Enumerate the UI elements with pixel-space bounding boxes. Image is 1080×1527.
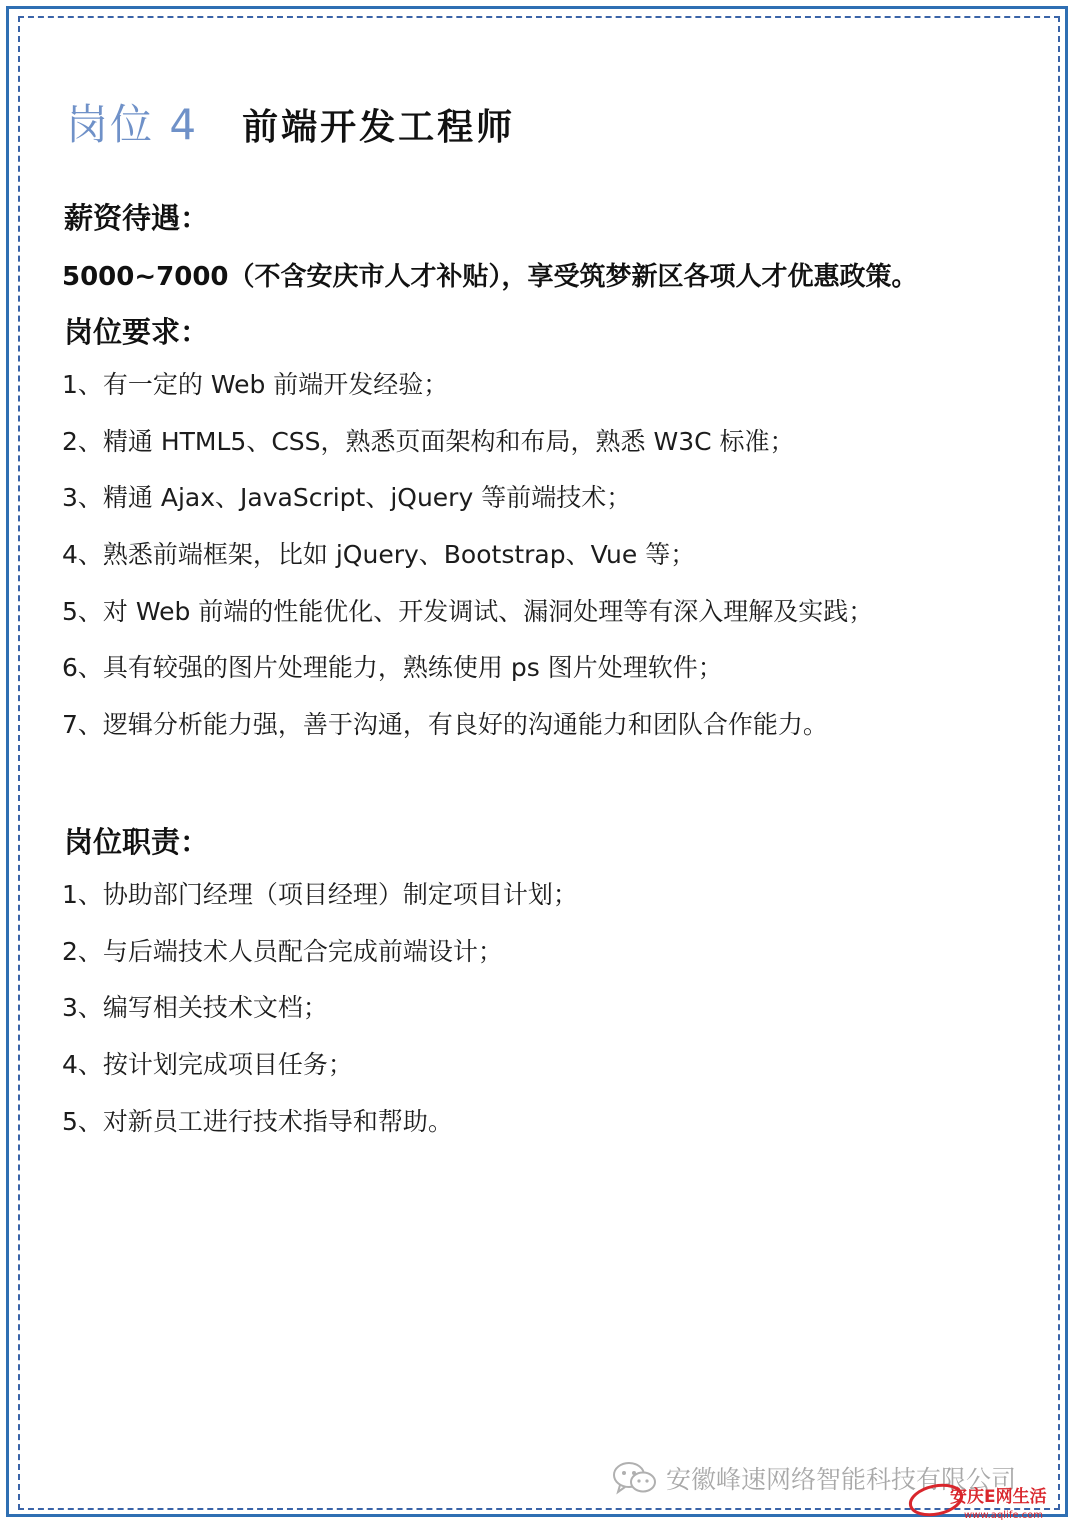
list-item: 7、逻辑分析能力强，善于沟通，有良好的沟通能力和团队合作能力。: [62, 710, 828, 740]
list-item: 2、与后端技术人员配合完成前端设计；: [62, 936, 503, 966]
duties-heading: 岗位职责：: [64, 825, 210, 859]
watermark-url: www.aqlife.com: [964, 1510, 1044, 1521]
salary-text: 5000~7000（不含安庆市人才补贴），享受筑梦新区各项人才优惠政策。: [62, 262, 918, 292]
duties-list: [62, 880, 578, 1163]
list-item: 4、熟悉前端框架，比如 jQuery、Bootstrap、Vue 等；: [62, 540, 696, 570]
list-item: 3、编写相关技术文档；: [62, 993, 328, 1023]
source-name: 安徽峰速网络智能科技有限公司: [666, 1465, 1017, 1494]
list-item: 2、精通 HTML5、CSS，熟悉页面架构和布局，熟悉 W3C 标准；: [62, 426, 795, 456]
watermark-text: 安庆E网生活: [950, 1487, 1047, 1507]
list-item: 1、协助部门经理（项目经理）制定项目计划；: [62, 880, 578, 909]
watermark-logo: [906, 1478, 1072, 1524]
list-item: 6、具有较强的图片处理能力，熟练使用 ps 图片处理软件；: [62, 653, 723, 683]
job-title: [66, 92, 515, 152]
requirements-list: [62, 370, 873, 767]
requirements-heading: 岗位要求：: [64, 315, 210, 349]
job-name: 前端开发工程师: [242, 106, 516, 148]
wechat-icon: [612, 1461, 658, 1495]
list-item: 5、对 Web 前端的性能优化、开发调试、漏洞处理等有深入理解及实践；: [62, 596, 874, 626]
list-item: 1、有一定的 Web 前端开发经验；: [62, 370, 449, 399]
list-item: 5、对新员工进行技术指导和帮助。: [62, 1106, 453, 1136]
job-number: 岗位 4: [66, 100, 199, 149]
list-item: 4、按计划完成项目任务；: [62, 1050, 353, 1080]
list-item: 3、精通 Ajax、JavaScript、jQuery 等前端技术；: [62, 483, 632, 513]
salary-heading: 薪资待遇：: [64, 201, 210, 235]
